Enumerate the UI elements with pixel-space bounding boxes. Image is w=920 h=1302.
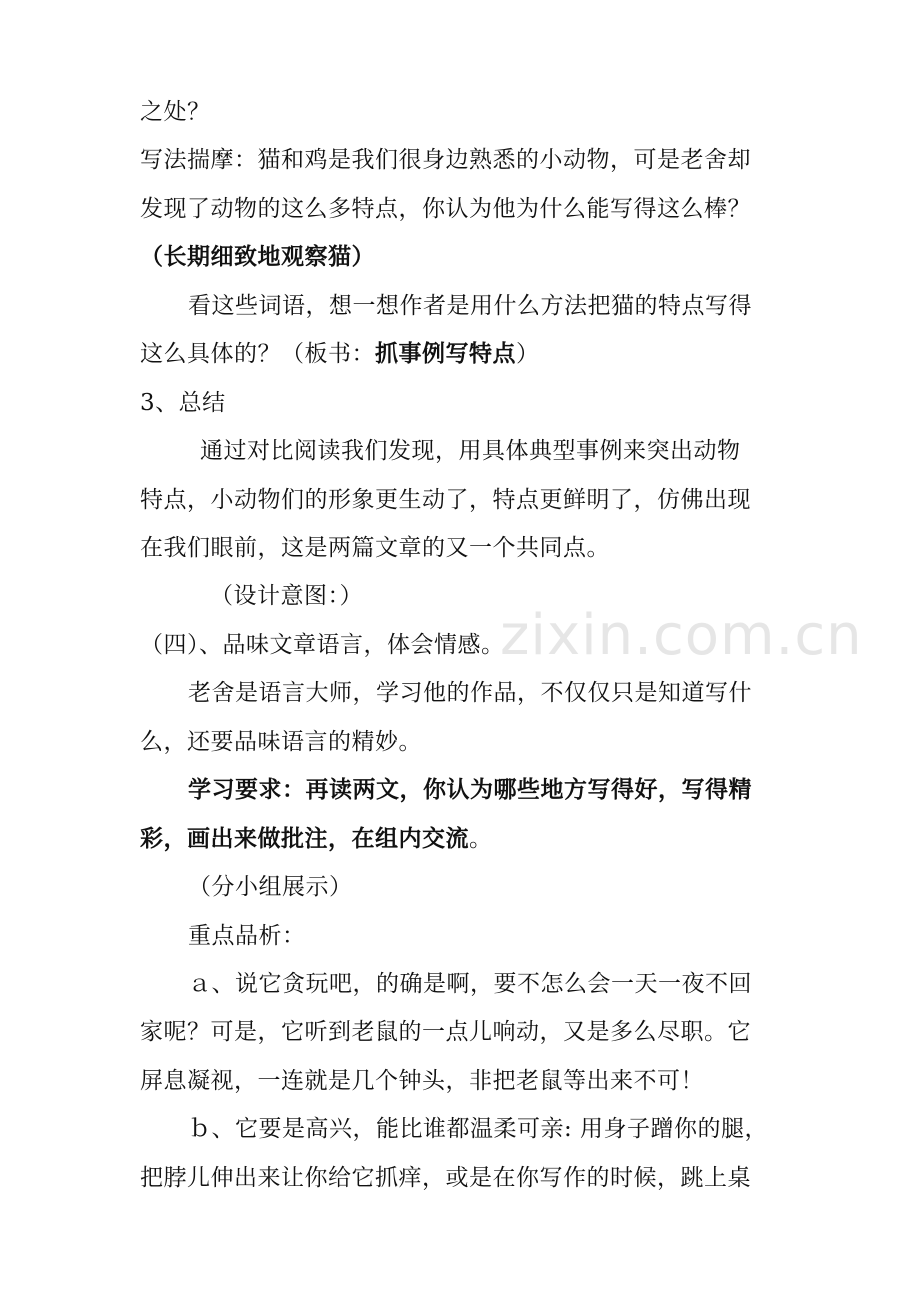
text-line: 写法揣摩：猫和鸡是我们很身边熟悉的小动物，可是老舍却: [140, 147, 751, 173]
text-line: （分小组展示）: [188, 874, 353, 900]
text-line: [140, 340, 540, 368]
text-line: ａ、说它贪玩吧，的确是啊，要不怎么会一天一夜不回: [188, 971, 752, 997]
text-line: 特点，小动物们的形象更生动了，特点更鲜明了，仿佛出现: [140, 487, 751, 513]
text-line: 老舍是语言大师，学习他的作品，不仅仅只是知道写什: [188, 680, 752, 706]
text-span: 。: [469, 826, 493, 852]
text-line: 看这些词语，想一想作者是用什么方法把猫的特点写得: [188, 293, 752, 319]
text-line: [140, 825, 493, 853]
text-line: 么，还要品味语言的精妙。: [140, 729, 422, 755]
text-line: 在我们眼前，这是两篇文章的又一个共同点。: [140, 535, 610, 561]
text-line: 屏息凝视，一连就是几个钟头，非把老鼠等出来不可！: [140, 1068, 704, 1094]
text-line: （设计意图：）: [210, 583, 363, 609]
text-line: 把脖儿伸出来让你给它抓痒，或是在你写作的时候，跳上桌: [140, 1165, 751, 1191]
bold-text-line: 学习要求：再读两文，你认为哪些地方写得好，写得精: [188, 776, 752, 803]
watermark: zixin.com.cn: [500, 603, 863, 668]
text-span: ）: [516, 341, 540, 367]
text-line: 通过对比阅读我们发现，用具体典型事例来突出动物: [200, 438, 741, 464]
text-line: 家呢？可是，它听到老鼠的一点儿响动，又是多么尽职。它: [140, 1019, 751, 1045]
text-line: ｂ、它要是高兴，能比谁都温柔可亲: 用身子蹭你的腿，: [188, 1116, 769, 1142]
text-line: 发现了动物的这么多特点，你认为他为什么能写得这么棒？: [140, 196, 751, 222]
bold-text-line: （长期细致地观察猫）: [140, 243, 375, 270]
section-heading: （四）、品味文章语言，体会情感。: [140, 632, 505, 658]
section-heading: 3、总结: [140, 390, 226, 416]
text-span: 这么具体的？（板书：: [140, 341, 375, 367]
text-line: 重点品析：: [188, 923, 306, 949]
bold-text-span: 抓事例写特点: [375, 340, 516, 367]
bold-text-span: 彩，画出来做批注，在组内交流: [140, 825, 469, 852]
text-line: 之处？: [140, 99, 211, 125]
